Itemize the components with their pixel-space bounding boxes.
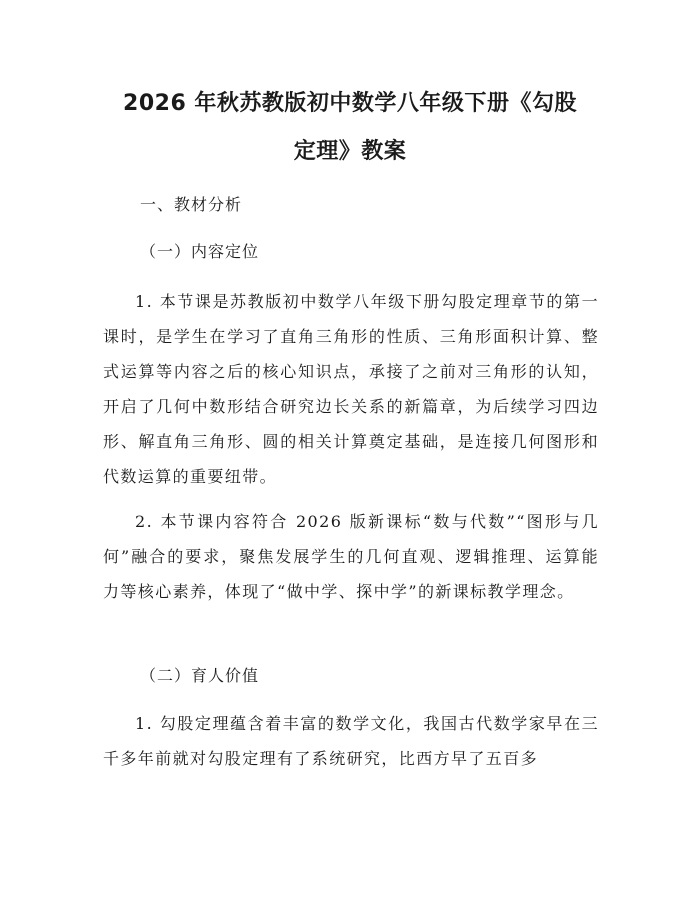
paragraph-educational-value-1: 1. 勾股定理蕴含着丰富的数学文化，我国古代数学家早在三千多年前就对勾股定理有了系统研究，比西方早了五百多 — [103, 714, 599, 768]
subsection-heading-content-positioning: （一）内容定位 — [140, 242, 260, 261]
document-title-line-1: 2026 年秋苏教版初中数学八年级下册《勾股 — [123, 91, 577, 116]
document-title-line-2: 定理》教案 — [293, 139, 407, 164]
section-heading-materials-analysis: 一、教材分析 — [140, 195, 243, 214]
paragraph-content-positioning-2: 2. 本节课内容符合 2026 版新课标“数与代数”“图形与几何”融合的要求，聚焦发展学生的几何直观、逻辑推理、运算能力等核心素养，体现了“做中学、探中学”的新课标教学理念。 — [103, 512, 599, 601]
paragraph-content-positioning-1: 1. 本节课是苏教版初中数学八年级下册勾股定理章节的第一课时，是学生在学习了直角三角形的性质、三角形面积计算、整式运算等内容之后的核心知识点，承接了之前对三角形的认知，开启了几何中数形结合研究边长关系的新篇章，为后续学习四边形、解直角三角形、圆的相关计算奠定基础，是连接几何图形和代数运算的重要纽带。 — [103, 292, 599, 486]
subsection-heading-educational-value: （二）育人价值 — [140, 666, 260, 685]
